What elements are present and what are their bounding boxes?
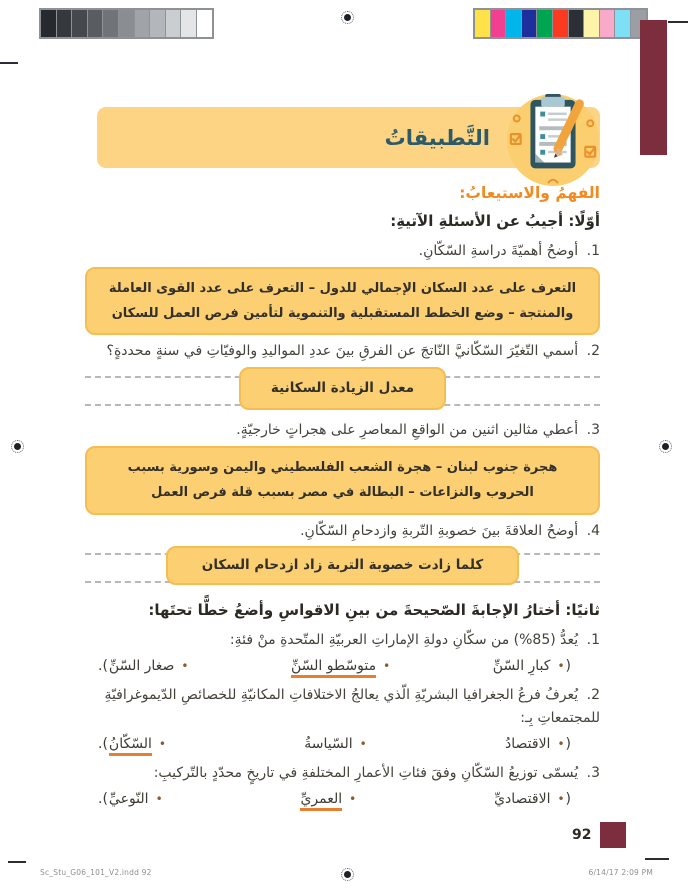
calibration-swatch — [88, 10, 103, 37]
mcq-2 — [85, 684, 600, 757]
answer-box-3: هجرة جنوب لبنان – هجرة الشعب الفلسطيني واليمن وسورية بسبب الحروب والنزاعات – البطالة في مصر بسبب قلة فرص العمل — [85, 446, 600, 515]
bullet-icon: • — [349, 791, 357, 806]
choice-option: •السّكّانُ). — [97, 733, 166, 757]
mcq-3 — [85, 762, 600, 812]
bullet-icon: • — [557, 658, 565, 673]
print-timestamp: 6/14/17 2:09 PM — [588, 868, 653, 877]
question-text: أوضحُ أهميّةَ دراسةِ السّكّانِ. — [418, 242, 579, 259]
open-paren: ( — [565, 736, 571, 753]
first-section-heading: أوّلًا: أجيبُ عن الأسئلةِ الآتيةِ: — [390, 212, 600, 231]
question-1 — [85, 240, 600, 264]
question-number: 3. — [586, 764, 600, 781]
question-text: يُسمّى توزيعُ السّكّانِ وفقَ فئاتِ الأعمارِ المختلفةِ في تاريخٍ محدّدٍ بالتّركيبِ: — [153, 764, 579, 781]
bullet-icon: • — [383, 658, 391, 673]
mcq-question — [85, 629, 600, 653]
calibration-swatch — [569, 10, 584, 37]
bullet-icon: • — [158, 737, 166, 752]
question-4 — [85, 520, 600, 544]
bullet-icon: • — [155, 791, 163, 806]
second-section-heading: ثانيًا: أختارُ الإجابةَ الصّحيحةَ من بينِ الاقواسِ وأضعُ خطًّا تحتَها: — [148, 601, 600, 620]
question-number: 3. — [586, 422, 600, 439]
crop-mark — [0, 62, 18, 64]
crop-mark — [668, 21, 688, 23]
calibration-swatch — [103, 10, 118, 37]
close-paren: ). — [98, 790, 108, 807]
calibration-swatch — [491, 10, 506, 37]
mcq-choices-row — [97, 788, 572, 812]
registration-mark-icon — [344, 871, 351, 878]
mcq-question — [85, 762, 600, 786]
calibration-swatch — [522, 10, 537, 37]
page-content — [85, 180, 600, 816]
answer-box-2: معدل الزيادة السكانية — [239, 367, 446, 410]
bullet-icon: • — [557, 791, 565, 806]
question-number: 4. — [586, 522, 600, 539]
calibration-swatch — [615, 10, 630, 37]
color-calibration-bar — [473, 8, 648, 39]
answer-box-4-wrap — [85, 546, 600, 588]
clipboard-checklist-icon — [504, 91, 602, 189]
question-number: 2. — [586, 343, 600, 360]
calibration-swatch — [166, 10, 181, 37]
grayscale-calibration-bar — [39, 8, 214, 39]
calibration-swatch — [119, 10, 134, 37]
choice-option: (•كبارِ السّنِّ — [492, 657, 571, 674]
title-banner — [97, 107, 600, 168]
open-paren: ( — [565, 790, 571, 807]
choice-option: •النّوعيِّ). — [98, 790, 163, 807]
close-paren: ). — [98, 736, 108, 753]
choice-option: •السّياسةُ — [304, 736, 367, 753]
crop-mark — [8, 861, 26, 863]
choice-option: •صغار السّنِّ). — [98, 657, 189, 674]
maroon-page-marker — [600, 822, 626, 848]
choice-option: (•الاقتصادُ — [505, 736, 571, 753]
choice-option: •متوسّطو السّنِّ — [291, 655, 390, 679]
calibration-swatch — [135, 10, 150, 37]
mcq-question — [85, 684, 600, 732]
bullet-icon: • — [557, 737, 565, 752]
question-2 — [85, 340, 600, 364]
question-number: 2. — [586, 686, 600, 703]
calibration-swatch — [57, 10, 72, 37]
calibration-swatch — [150, 10, 165, 37]
question-number: 1. — [586, 242, 600, 259]
answer-box-4: كلما زادت خصوبة التربة زاد ازدحام السكان — [166, 546, 519, 585]
question-text: يُعدُّ (85%) من سكّانِ دولةِ الإماراتِ العربيّةِ المتّحدةِ منْ فئةِ: — [229, 631, 579, 648]
bullet-icon: • — [359, 737, 367, 752]
calibration-swatch — [553, 10, 568, 37]
comprehension-heading: الفهمُ والاستيعابُ: — [459, 184, 600, 202]
registration-mark-icon — [14, 443, 21, 450]
question-3 — [85, 419, 600, 443]
mcq-1 — [85, 629, 600, 679]
calibration-swatch — [600, 10, 615, 37]
mcq-choices-row — [97, 655, 572, 679]
calibration-swatch — [41, 10, 56, 37]
answer-box-1: التعرف على عدد السكان الإجمالي للدول – التعرف على عدد القوى العاملة والمنتجة – وضع الخطط المستقبلية والتنموية لتأمين فرص العمل للسكان — [85, 267, 600, 336]
registration-mark-icon — [344, 14, 351, 21]
mcq-choices-row — [97, 733, 572, 757]
answer-box-2-wrap — [85, 367, 600, 413]
calibration-swatch — [506, 10, 521, 37]
question-text: أعطي مثالين اثنين من الواقعِ المعاصرِ على هجراتٍ خارجيّةٍ. — [236, 422, 579, 439]
calibration-swatch — [181, 10, 196, 37]
registration-mark-icon — [662, 443, 669, 450]
maroon-side-bar — [640, 20, 667, 155]
bullet-icon: • — [181, 658, 189, 673]
open-paren: ( — [565, 657, 571, 674]
question-text: أوضحُ العلاقةَ بينَ خصوبةِ التّربةِ وازدحامِ السّكّانِ. — [300, 522, 579, 539]
calibration-swatch — [537, 10, 552, 37]
question-number: 1. — [586, 631, 600, 648]
choice-option: •العمريِّ — [300, 788, 356, 812]
question-text: يُعرفُ فرعُ الجغرافيا البشريّةِ الّذي يعالجُ الاختلافاتِ المكانيّةِ للخصائصِ الدّيموغرافيّةِ للمجتمعاتِ بِـ: — [104, 686, 600, 727]
page-title: التَّطبيقاتُ — [384, 125, 490, 150]
calibration-swatch — [475, 10, 490, 37]
choice-option: (•الاقتصاديِّ — [494, 790, 571, 807]
calibration-swatch — [197, 10, 212, 37]
question-text: أسمي التّغيّرَ السّكّانيَّ النّاتجَ عن الفرقِ بينَ عددِ المواليدِ والوفيّاتِ في سنةٍ محددةٍ؟ — [106, 343, 579, 360]
close-paren: ). — [98, 657, 108, 674]
crop-mark — [645, 858, 669, 860]
page-number: 92 — [572, 827, 592, 843]
calibration-swatch — [72, 10, 87, 37]
print-file-name: Sc_Stu_G06_101_V2.indd 92 — [40, 868, 152, 877]
calibration-swatch — [584, 10, 599, 37]
